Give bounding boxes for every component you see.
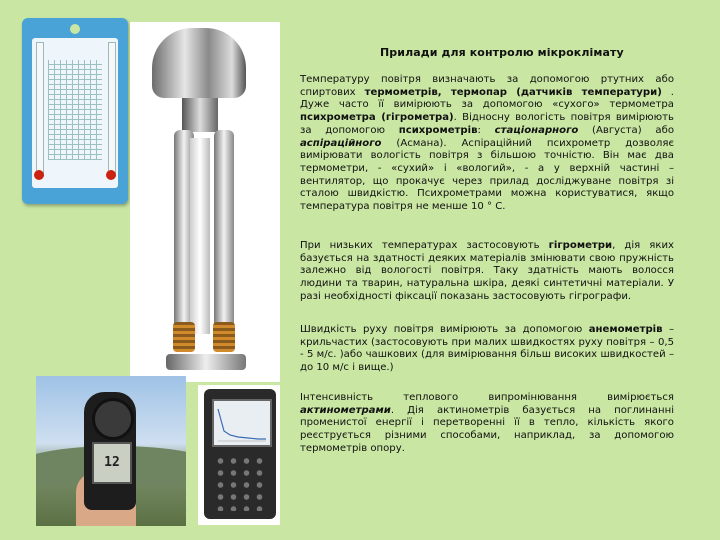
- text-run: (Асмана). Аспіраційний психрометр дозволяє вимірювати вологість повітря з більшою точністю. Він має два термометри, - «сухий» і «вологий», - а у верхній частині – вентилятор, що прокачує через прилад досліджуване повітря зі сталою швидкістю. Психрометрами можна користуватися, якщо температура повітря не менше 10 ° С.: [300, 137, 674, 213]
- bold-term: анемометрів: [588, 324, 663, 335]
- fan-icon: [92, 398, 134, 440]
- paragraph-anemometers: [300, 324, 674, 375]
- page-title: Прилади для контролю мікроклімату: [380, 46, 624, 59]
- paragraph-temperature-humidity: [300, 74, 674, 214]
- bold-term: психрометра (гігрометра): [300, 112, 454, 124]
- text-run: При низьких температурах застосовують: [300, 240, 549, 251]
- text-run: . Дія актинометрів базується на поглинанні променистої енергії і перетворенні її в тепло, кількість якого реєструється різними способами, наприклад, за допомогою термометрів опору.: [300, 404, 674, 454]
- anemometer-photo: [36, 376, 186, 526]
- bold-term: психрометрів: [398, 124, 478, 136]
- text-run: Швидкість руху повітря вимірюють за допомогою: [300, 324, 589, 335]
- text-run: :: [477, 124, 495, 136]
- psychrometer-image: [130, 22, 280, 382]
- text-run: . Дуже часто її вимірюють за допомогою «сухого» термометра: [300, 86, 674, 111]
- bold-term: гігрометри: [548, 240, 613, 251]
- text-run: . Відносну вологість повітря вимірюють за допомогою: [300, 112, 674, 136]
- hygrometer-image: [22, 18, 128, 204]
- paragraph-hygrometers: [300, 240, 674, 304]
- bold-italic-term: аспіраційного: [300, 137, 382, 149]
- text-run: , дія яких базується на здатності деяких матеріалів змінювати свою пружність залежно від вологості повітря. Таку здатність мають волосся людини та тварин, натуральна шкіра, деякі синтетичні матеріали. У разі необхідності фіксації показань застосовують гігрографи.: [300, 240, 675, 302]
- text-run: Інтенсивність теплового випромінювання вимірюється: [300, 392, 674, 403]
- paragraph-actinometers: [300, 392, 674, 456]
- text-run: Температуру повітря визначають за допомогою ртутних або спиртових: [300, 74, 674, 98]
- bold-italic-term: стаціонарного: [494, 124, 579, 136]
- text-run: – крильчастих (застосовують при малих швидкостях руху повітря – 0,5 - 5 м/с. )або чашкових (для вимірювання більш високих швидкостей – до 10 м/с і вище.): [300, 324, 674, 374]
- bold-term: термометрів, термопар (датчиків температури): [364, 86, 662, 98]
- meter-device-image: [198, 385, 280, 525]
- text-run: (Августа) або: [578, 124, 675, 136]
- anemometer-display: 12: [92, 442, 132, 484]
- bold-italic-term: актинометрами: [300, 404, 391, 416]
